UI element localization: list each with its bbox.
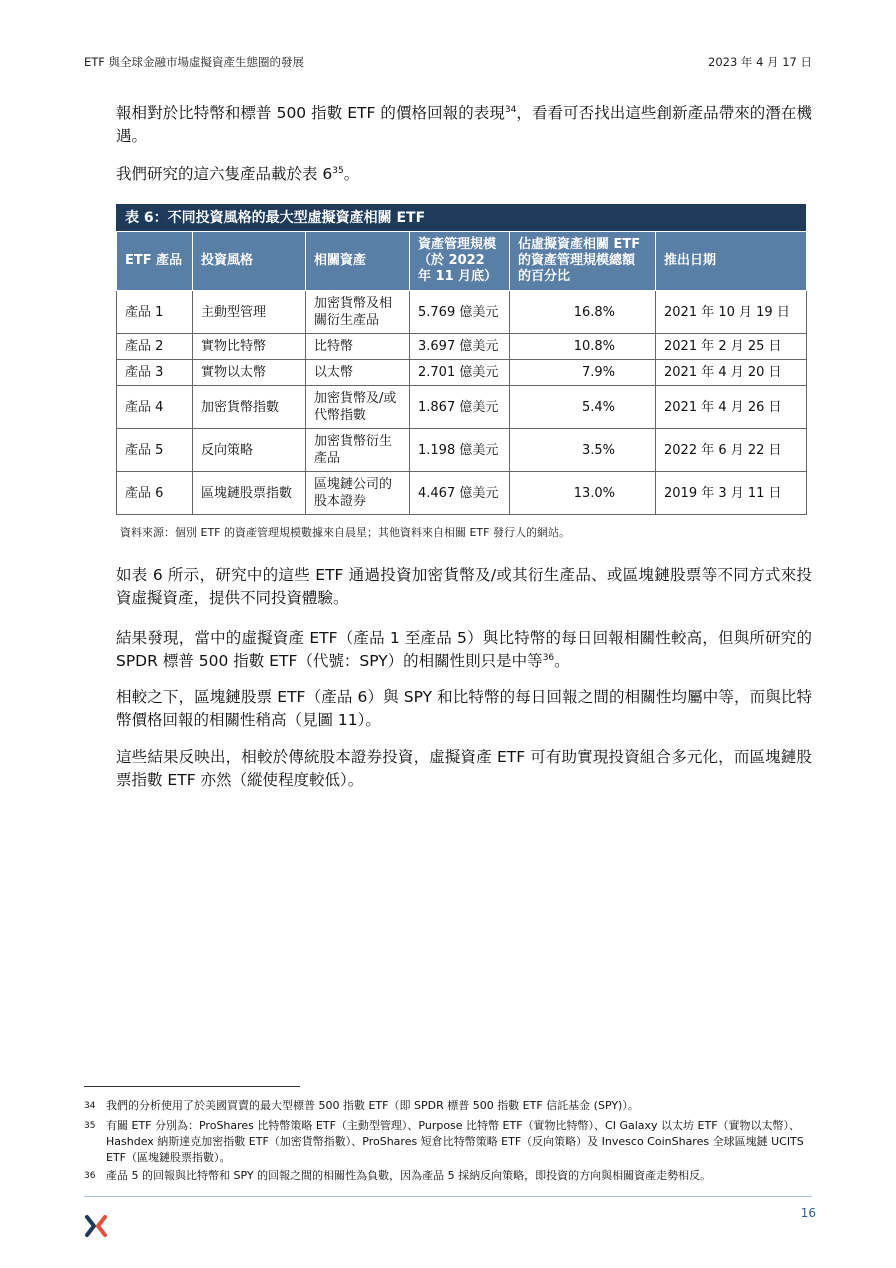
table-cell: 加密貨幣及相關衍生產品 (306, 291, 410, 334)
table-row (117, 429, 807, 472)
header-etf-product: ETF 產品 (117, 232, 193, 291)
header-launch-date: 推出日期 (656, 232, 807, 291)
table-cell: 比特幣 (306, 334, 410, 360)
table-cell: 1.867 億美元 (410, 386, 510, 429)
intro-p2-text: 我們研究的這六隻產品載於表 6 (116, 165, 333, 183)
hkex-x-logo-icon (84, 1214, 108, 1238)
body-paragraph-3: 如表 6 所示，研究中的這些 ETF 通過投資加密貨幣及/或其衍生產品、或區塊鏈股票等不同方式來投資虛擬資產，提供不同投資體驗。 (116, 566, 812, 607)
header-aum: 資產管理規模（於 2022 年 11 月底） (410, 232, 510, 291)
footnote-text: 產品 5 的回報與比特幣和 SPY 的回報之間的相關性為負數，因為產品 5 採納反向策略，即投資的方向與相關資產走勢相反。 (106, 1169, 712, 1182)
etf-table-grid (116, 231, 807, 515)
table-cell: 實物比特幣 (193, 334, 306, 360)
table-row (117, 334, 807, 360)
table-cell: 2021 年 2 月 25 日 (656, 334, 807, 360)
table-row (117, 472, 807, 515)
footnote-number: 34 (84, 1101, 96, 1111)
table-source-note: 資料來源：個別 ETF 的資產管理規模數據來自晨星；其他資料來自相關 ETF 發行人的網站。 (120, 526, 570, 539)
table-cell: 2022 年 6 月 22 日 (656, 429, 807, 472)
table-cell: 4.467 億美元 (410, 472, 510, 515)
table-row (117, 386, 807, 429)
table-cell: 以太幣 (306, 360, 410, 386)
table-cell: 產品 1 (117, 291, 193, 334)
table-cell: 產品 5 (117, 429, 193, 472)
footnote-text: 有關 ETF 分別為：ProShares 比特幣策略 ETF（主動型管理）、Purpose 比特幣 ETF（實物比特幣）、CI Galaxy 以太坊 ETF（實物以太幣）、Hashdex 納斯達克加密指數 ETF（加密貨幣指數）、ProShares 短倉比特幣策略 ETF（反向策略）及 Invesco CoinShares 全球區塊鏈 UCITS ETF（區塊鏈股票指數）。 (106, 1119, 804, 1164)
table-cell: 2021 年 4 月 26 日 (656, 386, 807, 429)
table-row (117, 360, 807, 386)
table-cell: 區塊鏈公司的股本證券 (306, 472, 410, 515)
table-row (117, 291, 807, 334)
table-cell: 產品 3 (117, 360, 193, 386)
footnote-ref-36[interactable]: 36 (542, 652, 555, 663)
footnote-divider (84, 1086, 300, 1087)
body-paragraph-5: 相較之下，區塊鏈股票 ETF（產品 6）與 SPY 和比特幣的每日回報之間的相關性均屬中等，而與比特幣價格回報的相關性稍高（見圖 11）。 (116, 688, 812, 729)
header-aum-share: 佔虛擬資產相關 ETF 的資產管理規模總額的百分比 (510, 232, 656, 291)
table-cell: 2021 年 10 月 19 日 (656, 291, 807, 334)
table-cell: 加密貨幣指數 (193, 386, 306, 429)
footnote-number: 35 (84, 1121, 96, 1131)
body-paragraph-4 (116, 627, 812, 673)
table-cell: 2.701 億美元 (410, 360, 510, 386)
table-cell: 反向策略 (193, 429, 306, 472)
body-paragraph-6: 這些結果反映出，相較於傳統股本證券投資，虛擬資產 ETF 可有助實現投資組合多元化，而區塊鏈股票指數 ETF 亦然（縱使程度較低）。 (116, 748, 812, 789)
table-cell: 5.769 億美元 (410, 291, 510, 334)
table-cell: 2021 年 4 月 20 日 (656, 360, 807, 386)
table-cell: 1.198 億美元 (410, 429, 510, 472)
footnote-text: 我們的分析使用了於美國買賣的最大型標普 500 指數 ETF（即 SPDR 標普 500 指數 ETF 信託基金 (SPY)）。 (106, 1099, 639, 1112)
table-cell: 5.4% (510, 386, 656, 429)
footnote-ref-34[interactable]: 34 (504, 104, 517, 115)
etf-table (116, 204, 806, 515)
table-cell: 產品 6 (117, 472, 193, 515)
footer-divider (84, 1196, 812, 1197)
table-cell: 主動型管理 (193, 291, 306, 334)
body-p4-text: 結果發現，當中的虛擬資產 ETF（產品 1 至產品 5）與比特幣的每日回報相關性較高，但與所研究的 SPDR 標普 500 指數 ETF（代號：SPY）的相關性則只是中等 (116, 629, 812, 670)
header-underlying-asset: 相關資產 (306, 232, 410, 291)
table-cell: 10.8% (510, 334, 656, 360)
intro-paragraph-2 (116, 163, 812, 186)
table-cell: 區塊鏈股票指數 (193, 472, 306, 515)
table-title: 表 6：不同投資風格的最大型虛擬資產相關 ETF (116, 204, 806, 231)
footnote-ref-35[interactable]: 35 (332, 165, 344, 176)
footnote-34 (84, 1098, 814, 1114)
table-header-row (117, 232, 807, 291)
intro-p1-text: 報相對於比特幣和標普 500 指數 ETF 的價格回報的表現 (116, 104, 505, 122)
page-number: 16 (800, 1206, 816, 1220)
running-header-title: ETF 與全球金融市場虛擬資產生態圈的發展 (84, 55, 305, 69)
table-cell: 2019 年 3 月 11 日 (656, 472, 807, 515)
footnote-36 (84, 1168, 814, 1184)
table-cell: 16.8% (510, 291, 656, 334)
table-cell: 產品 4 (117, 386, 193, 429)
table-cell: 產品 2 (117, 334, 193, 360)
header-investment-style: 投資風格 (193, 232, 306, 291)
table-cell: 3.5% (510, 429, 656, 472)
body-p4-tail: 。 (554, 652, 570, 670)
table-cell: 實物以太幣 (193, 360, 306, 386)
table-cell: 加密貨幣及/或代幣指數 (306, 386, 410, 429)
table-cell: 3.697 億美元 (410, 334, 510, 360)
intro-paragraph-1 (116, 102, 812, 148)
footnote-number: 36 (84, 1171, 96, 1181)
running-header-date: 2023 年 4 月 17 日 (708, 55, 812, 69)
table-cell: 7.9% (510, 360, 656, 386)
table-cell: 加密貨幣衍生產品 (306, 429, 410, 472)
intro-p2-tail: 。 (343, 165, 360, 183)
table-cell: 13.0% (510, 472, 656, 515)
intro-p1-tail: ，看看可否找出這些創新產品帶來的潛在機遇。 (116, 104, 812, 145)
footnote-35 (84, 1118, 814, 1166)
